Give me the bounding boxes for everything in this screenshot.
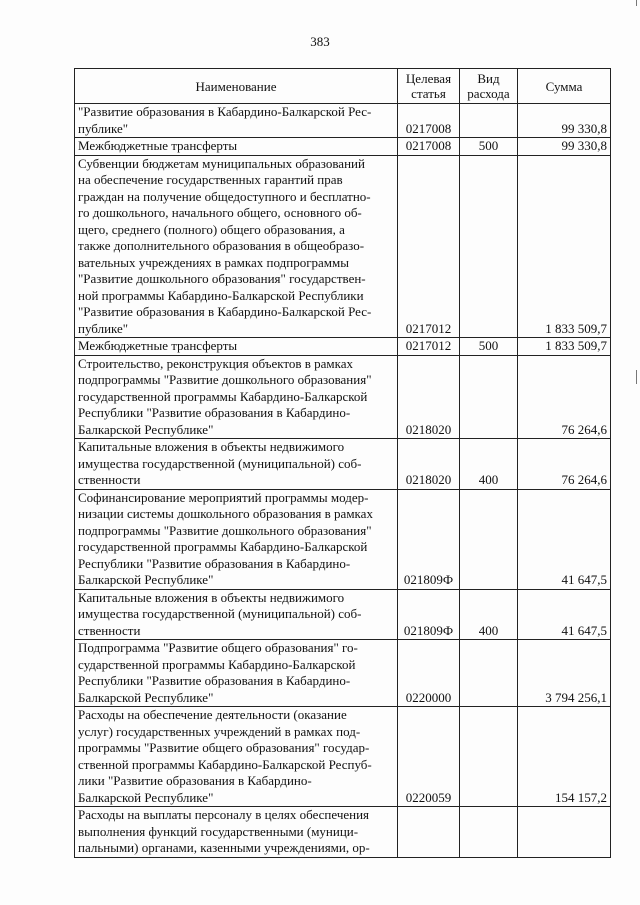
- row-code-cell: 021809Ф: [398, 589, 460, 640]
- table-row: [75, 155, 611, 338]
- row-name-cell: Субвенции бюджетам муниципальных образований на обеспечение государственных гарантий прав граждан на получение общедоступного и бесплатно- го дошкольного, начального общего, основного об- щего, среднего (полного) общего образования, а также дополнительного образования в общеобразо- вательных учреждениях в рамках подпрограммы "Развитие дошкольного образования" государствен- ной программы Кабардино-Балкарской Республики "Развитие образования в Кабардино-Балкарской Рес- публике": [75, 155, 398, 338]
- row-sum-cell: 154 157,2: [518, 707, 611, 807]
- row-sum-cell: 3 794 256,1: [518, 640, 611, 707]
- row-code-cell: 0220000: [398, 640, 460, 707]
- table-row: [75, 707, 611, 807]
- row-name-cell: Капитальные вложения в объекты недвижимого имущества государственной (муниципальной) соб- ственности: [75, 589, 398, 640]
- row-vid-cell: [460, 104, 518, 138]
- row-name-cell: "Развитие образования в Кабардино-Балкарской Рес- публике": [75, 104, 398, 138]
- row-sum-cell: 76 264,6: [518, 355, 611, 439]
- table-row: [75, 489, 611, 589]
- row-sum-cell: 1 833 509,7: [518, 338, 611, 356]
- row-name-cell: Софинансирование мероприятий программы модер- низации системы дошкольного образования в рамках подпрограммы "Развитие дошкольного образования" государственной программы Кабардино-Балкарской Республики "Развитие образования в Кабардино- Балкарской Республике": [75, 489, 398, 589]
- row-sum-cell: 99 330,8: [518, 104, 611, 138]
- header-sum: Сумма: [518, 69, 611, 104]
- row-sum-cell: [518, 807, 611, 858]
- table-row: [75, 439, 611, 490]
- row-vid-cell: [460, 640, 518, 707]
- row-vid-cell: [460, 489, 518, 589]
- table-row: [75, 807, 611, 858]
- row-vid-cell: 500: [460, 138, 518, 156]
- table-row: [75, 355, 611, 439]
- page-number: 383: [310, 34, 330, 49]
- header-name: Наименование: [75, 69, 398, 104]
- row-sum-cell: 41 647,5: [518, 589, 611, 640]
- row-name-cell: Межбюджетные трансферты: [75, 138, 398, 156]
- header-vid: Вид расхода: [460, 69, 518, 104]
- row-name-cell: Расходы на обеспечение деятельности (оказание услуг) государственных учреждений в рамках под- программы "Развитие общего образования" государ- ственной программы Кабардино-Балкарской Респуб- лики "Развитие образования в Кабардино- Балкарской Республике": [75, 707, 398, 807]
- header-code: Целевая статья: [398, 69, 460, 104]
- row-code-cell: 021809Ф: [398, 489, 460, 589]
- table-row: [75, 104, 611, 138]
- row-code-cell: 0217008: [398, 138, 460, 156]
- row-code-cell: 0220059: [398, 707, 460, 807]
- row-code-cell: 0217012: [398, 155, 460, 338]
- row-name-cell: Межбюджетные трансферты: [75, 338, 398, 356]
- row-vid-cell: 400: [460, 439, 518, 490]
- table-body: [75, 104, 611, 858]
- row-sum-cell: 99 330,8: [518, 138, 611, 156]
- table-row: [75, 138, 611, 156]
- row-vid-cell: [460, 355, 518, 439]
- row-name-cell: Капитальные вложения в объекты недвижимого имущества государственной (муниципальной) соб- ственности: [75, 439, 398, 490]
- row-name-cell: Расходы на выплаты персоналу в целях обеспечения выполнения функций государственными (муници- пальными) органами, казенными учреждениями, ор-: [75, 807, 398, 858]
- row-vid-cell: [460, 807, 518, 858]
- budget-table: [74, 68, 611, 858]
- table-row: [75, 338, 611, 356]
- scan-edge-mark: [636, 0, 637, 6]
- row-vid-cell: [460, 707, 518, 807]
- row-sum-cell: 76 264,6: [518, 439, 611, 490]
- row-vid-cell: 400: [460, 589, 518, 640]
- row-sum-cell: 1 833 509,7: [518, 155, 611, 338]
- table-row: [75, 640, 611, 707]
- row-sum-cell: 41 647,5: [518, 489, 611, 589]
- table-header-row: [75, 69, 611, 104]
- row-vid-cell: [460, 155, 518, 338]
- row-code-cell: [398, 807, 460, 858]
- row-code-cell: 0218020: [398, 439, 460, 490]
- row-name-cell: Строительство, реконструкция объектов в рамках подпрограммы "Развитие дошкольного образования" государственной программы Кабардино-Балкарской Республики "Развитие образования в Кабардино- Балкарской Республике": [75, 355, 398, 439]
- row-code-cell: 0217012: [398, 338, 460, 356]
- table-row: [75, 589, 611, 640]
- scan-edge-mark: [636, 370, 637, 384]
- row-code-cell: 0218020: [398, 355, 460, 439]
- row-vid-cell: 500: [460, 338, 518, 356]
- row-name-cell: Подпрограмма "Развитие общего образования" го- сударственной программы Кабардино-Балкарской Республики "Развитие образования в Кабардино- Балкарской Республике": [75, 640, 398, 707]
- row-code-cell: 0217008: [398, 104, 460, 138]
